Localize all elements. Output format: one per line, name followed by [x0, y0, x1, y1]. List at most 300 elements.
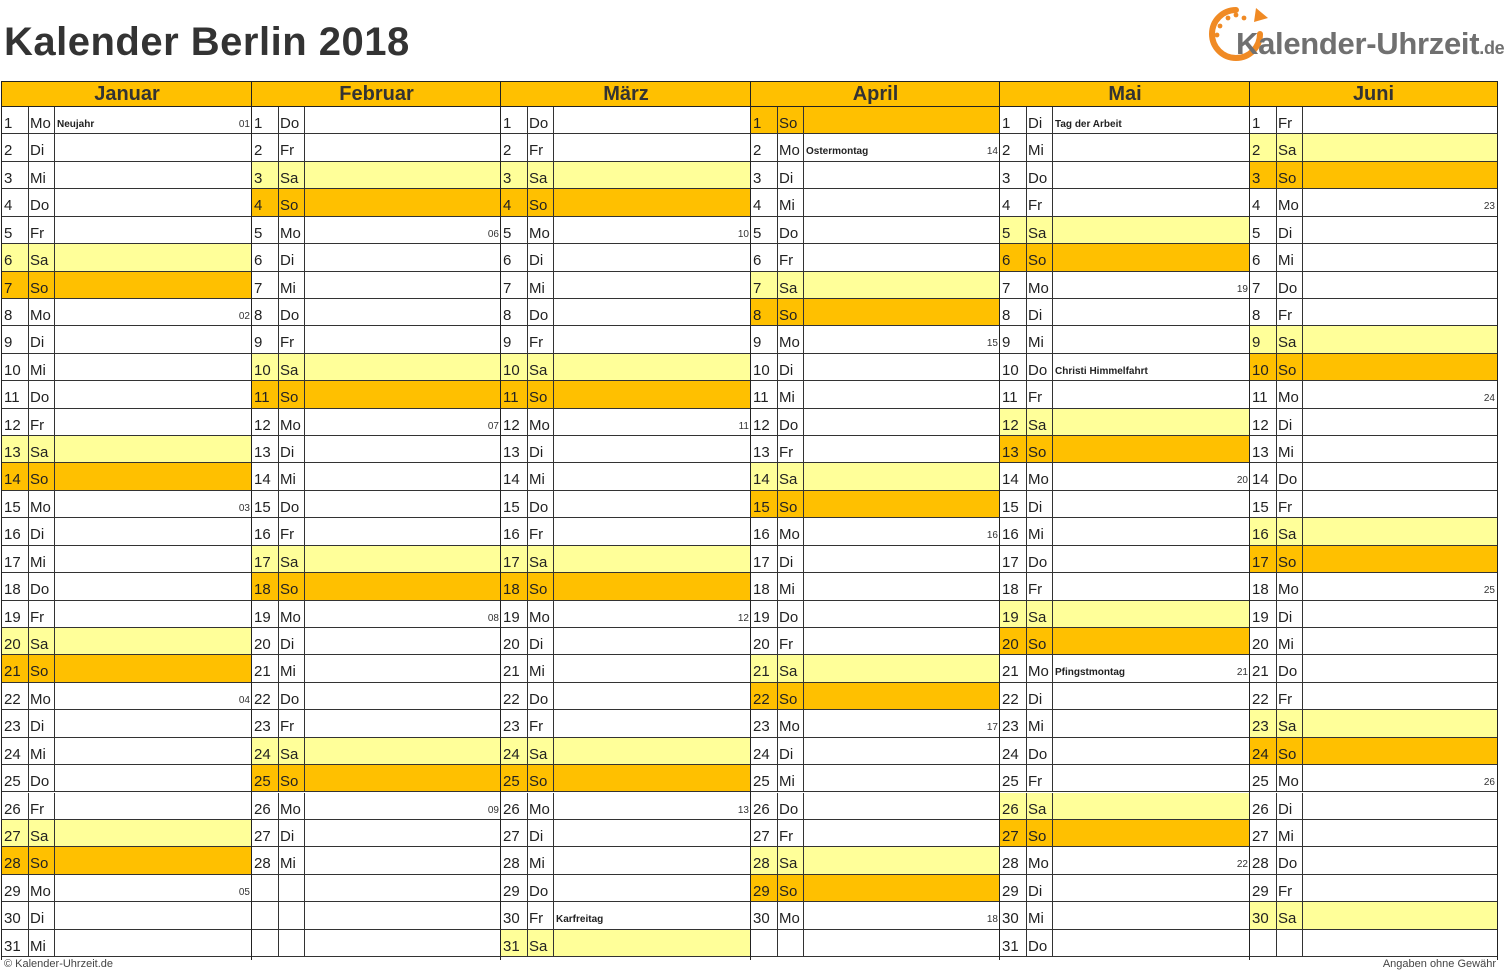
day-number: 8	[503, 306, 512, 324]
day-number: 20	[254, 635, 271, 653]
day-row	[751, 491, 1000, 518]
week-number: 19	[1236, 283, 1248, 295]
day-row	[751, 409, 1000, 436]
weekday-label: So	[1028, 444, 1047, 462]
day-row	[501, 628, 751, 655]
day-row	[252, 134, 501, 161]
weekday-label: Mi	[30, 553, 46, 571]
day-number: 15	[1252, 498, 1269, 516]
weekday-label: So	[1278, 553, 1297, 571]
day-number: 28	[1252, 855, 1269, 873]
day-number: 3	[4, 169, 13, 187]
day-row	[501, 217, 751, 244]
weekday-label: Mi	[1028, 334, 1044, 352]
weekday-label: Di	[280, 635, 295, 653]
weekday-label: Fr	[1028, 197, 1043, 215]
holiday-label: Tag der Arbeit	[1055, 119, 1122, 130]
day-row	[501, 272, 751, 299]
day-row	[751, 134, 1000, 161]
day-row	[501, 354, 751, 381]
day-number: 22	[1002, 690, 1019, 708]
day-row	[1000, 217, 1250, 244]
day-row	[2, 601, 252, 628]
day-number: 11	[254, 389, 270, 407]
day-row	[2, 628, 252, 655]
day-number: 28	[503, 855, 520, 873]
day-number: 24	[503, 745, 520, 763]
month-header: März	[501, 81, 751, 107]
weekday-label: Fr	[1278, 498, 1293, 516]
day-row	[501, 244, 751, 271]
day-row	[1000, 381, 1250, 408]
weekday-label: Mi	[1028, 718, 1044, 736]
week-number: 20	[1236, 475, 1248, 487]
day-number: 7	[254, 279, 263, 297]
day-number: 10	[254, 361, 271, 379]
weekday-label: Mo	[280, 608, 301, 626]
weekday-label: So	[280, 389, 299, 407]
day-number: 2	[1252, 142, 1261, 160]
weekday-label: Do	[529, 115, 549, 132]
day-row	[501, 738, 751, 765]
day-number: 31	[1002, 937, 1019, 955]
day-row	[751, 244, 1000, 271]
weekday-label: Di	[30, 910, 45, 928]
day-number: 10	[1002, 361, 1019, 379]
weekday-label: Mi	[529, 663, 545, 681]
month-column	[251, 81, 501, 960]
day-number: 30	[503, 910, 520, 928]
weekday-label: Do	[779, 800, 799, 818]
weekday-label: Di	[529, 252, 544, 270]
day-number: 29	[4, 882, 21, 900]
day-number: 12	[4, 416, 21, 434]
day-row	[252, 217, 501, 244]
day-row	[751, 738, 1000, 765]
day-number: 7	[1252, 279, 1261, 297]
week-number: 03	[238, 502, 250, 514]
day-number: 4	[1002, 197, 1011, 215]
weekday-label: Sa	[30, 635, 49, 653]
weekday-label: Sa	[280, 169, 299, 187]
weekday-label: Fr	[1028, 581, 1043, 599]
week-number: 17	[986, 722, 998, 734]
weekday-label: So	[779, 306, 798, 324]
weekday-label: Sa	[529, 361, 548, 379]
weekday-label: Di	[1278, 800, 1293, 818]
day-row	[501, 683, 751, 710]
week-number: 18	[986, 914, 998, 926]
day-number: 5	[254, 224, 263, 242]
weekday-label: Mo	[1278, 773, 1299, 791]
day-row	[252, 793, 501, 820]
day-number: 1	[503, 115, 512, 132]
day-row	[2, 573, 252, 600]
day-row	[751, 381, 1000, 408]
week-number: 22	[1236, 859, 1248, 871]
day-row	[2, 902, 252, 929]
weekday-label: Fr	[280, 526, 295, 544]
day-number: 20	[753, 635, 770, 653]
weekday-label: Mo	[779, 910, 800, 928]
day-number: 25	[753, 773, 770, 791]
day-row	[2, 847, 252, 874]
day-row	[501, 793, 751, 820]
weekday-label: Mo	[280, 800, 301, 818]
empty-row	[252, 875, 501, 902]
weekday-label: Di	[1028, 690, 1043, 708]
weekday-label: Do	[779, 416, 799, 434]
day-number: 15	[753, 498, 770, 516]
weekday-label: Mo	[1028, 663, 1049, 681]
day-number: 23	[503, 718, 520, 736]
day-number: 1	[4, 115, 13, 132]
weekday-label: Di	[529, 444, 544, 462]
calendar-grid	[1, 81, 1498, 960]
day-row	[1250, 793, 1497, 820]
day-row	[1000, 134, 1250, 161]
day-row	[501, 930, 751, 957]
day-number: 27	[1252, 827, 1269, 845]
day-number: 31	[4, 937, 21, 955]
weekday-label: So	[779, 115, 798, 132]
day-number: 13	[1002, 444, 1019, 462]
weekday-label: Do	[1028, 937, 1048, 955]
weekday-label: Do	[1028, 553, 1048, 571]
day-number: 22	[503, 690, 520, 708]
day-row	[1000, 628, 1250, 655]
day-row	[751, 326, 1000, 353]
day-row	[2, 326, 252, 353]
day-number: 21	[1002, 663, 1019, 681]
weekday-label: Do	[280, 115, 300, 132]
day-row	[1000, 930, 1250, 957]
logo[interactable]	[1206, 4, 1504, 66]
weekday-label: Mo	[30, 306, 51, 324]
day-number: 28	[254, 855, 271, 873]
day-row	[501, 902, 751, 929]
weekday-label: So	[30, 279, 49, 297]
day-row	[252, 381, 501, 408]
day-number: 22	[4, 690, 21, 708]
month-header: Mai	[1000, 81, 1250, 107]
day-row	[751, 299, 1000, 326]
day-number: 4	[503, 197, 512, 215]
weekday-label: Di	[1278, 608, 1293, 626]
day-row	[252, 847, 501, 874]
weekday-label: Mi	[529, 471, 545, 489]
weekday-label: So	[1278, 745, 1297, 763]
day-number: 2	[753, 142, 762, 160]
day-row	[2, 162, 252, 189]
weekday-label: Fr	[529, 334, 544, 352]
day-row	[2, 299, 252, 326]
month-header: Juni	[1250, 81, 1497, 107]
day-row	[501, 710, 751, 737]
day-number: 18	[1252, 581, 1269, 599]
day-row	[1250, 409, 1497, 436]
weekday-label: Mo	[30, 498, 51, 516]
weekday-label: Sa	[280, 553, 299, 571]
week-number: 14	[986, 146, 998, 158]
weekday-label: Mi	[779, 197, 795, 215]
day-number: 13	[4, 444, 21, 462]
day-number: 10	[1252, 361, 1269, 379]
weekday-label: Sa	[1278, 718, 1297, 736]
weekday-label: Mo	[529, 608, 550, 626]
day-row	[1000, 765, 1250, 792]
day-row	[1250, 820, 1497, 847]
day-number: 15	[503, 498, 520, 516]
day-row	[1250, 518, 1497, 545]
weekday-label: Fr	[1278, 882, 1293, 900]
day-number: 18	[254, 581, 271, 599]
day-row	[1250, 601, 1497, 628]
day-row	[751, 272, 1000, 299]
day-number: 19	[4, 608, 21, 626]
day-number: 27	[254, 827, 271, 845]
day-number: 27	[503, 827, 520, 845]
weekday-label: Mo	[30, 882, 51, 900]
day-number: 1	[753, 115, 762, 132]
weekday-label: Fr	[779, 827, 794, 845]
day-row	[2, 655, 252, 682]
day-row	[1250, 463, 1497, 490]
weekday-label: Di	[1278, 416, 1293, 434]
day-number: 20	[503, 635, 520, 653]
weekday-label: Fr	[1028, 773, 1043, 791]
day-number: 14	[254, 471, 271, 489]
day-number: 19	[1002, 608, 1019, 626]
day-row	[1000, 847, 1250, 874]
day-row	[501, 326, 751, 353]
day-row	[2, 244, 252, 271]
day-number: 6	[254, 252, 263, 270]
day-row	[1000, 436, 1250, 463]
day-row	[252, 601, 501, 628]
day-number: 19	[254, 608, 271, 626]
day-number: 29	[753, 882, 770, 900]
day-row	[252, 655, 501, 682]
day-number: 11	[753, 389, 769, 407]
day-number: 21	[503, 663, 520, 681]
day-row	[2, 546, 252, 573]
day-number: 22	[753, 690, 770, 708]
day-row	[2, 683, 252, 710]
day-number: 17	[1002, 553, 1019, 571]
day-row	[501, 189, 751, 216]
week-number: 09	[487, 804, 499, 816]
day-row	[751, 820, 1000, 847]
weekday-label: So	[529, 197, 548, 215]
day-row	[2, 354, 252, 381]
day-number: 14	[1252, 471, 1269, 489]
day-number: 17	[503, 553, 520, 571]
weekday-label: Fr	[280, 718, 295, 736]
day-number: 8	[753, 306, 762, 324]
day-number: 8	[1252, 306, 1261, 324]
day-number: 15	[4, 498, 21, 516]
weekday-label: So	[280, 581, 299, 599]
weekday-label: Fr	[529, 718, 544, 736]
day-number: 3	[1252, 169, 1261, 187]
day-row	[252, 463, 501, 490]
weekday-label: Fr	[779, 252, 794, 270]
day-number: 3	[254, 169, 263, 187]
day-row	[1000, 655, 1250, 682]
day-number: 12	[254, 416, 271, 434]
weekday-label: Di	[529, 635, 544, 653]
weekday-label: Fr	[280, 142, 295, 160]
day-row	[501, 134, 751, 161]
weekday-label: Do	[30, 197, 50, 215]
day-row	[2, 272, 252, 299]
day-number: 4	[254, 197, 263, 215]
day-row	[2, 436, 252, 463]
weekday-label: Mi	[1028, 142, 1044, 160]
day-row	[751, 601, 1000, 628]
empty-row	[252, 902, 501, 929]
month-column	[1249, 81, 1498, 960]
footer-disclaimer: Angaben ohne Gewähr	[1382, 958, 1496, 970]
day-number: 27	[1002, 827, 1019, 845]
weekday-label: So	[1278, 169, 1297, 187]
day-number: 6	[4, 252, 13, 270]
day-number: 18	[4, 581, 21, 599]
day-row	[2, 738, 252, 765]
day-row	[1250, 628, 1497, 655]
day-row	[252, 354, 501, 381]
weekday-label: Di	[1278, 224, 1293, 242]
weekday-label: So	[30, 663, 49, 681]
day-row	[252, 409, 501, 436]
day-number: 26	[4, 800, 21, 818]
day-number: 24	[753, 745, 770, 763]
day-row	[501, 463, 751, 490]
weekday-label: Di	[1028, 882, 1043, 900]
weekday-label: Mi	[779, 389, 795, 407]
week-number: 13	[737, 804, 749, 816]
weekday-label: Sa	[779, 471, 798, 489]
day-number: 2	[503, 142, 512, 160]
day-number: 16	[753, 526, 770, 544]
day-row	[1000, 710, 1250, 737]
day-row	[2, 217, 252, 244]
day-row	[1000, 738, 1250, 765]
weekday-label: Di	[529, 827, 544, 845]
day-number: 14	[753, 471, 770, 489]
day-row	[751, 546, 1000, 573]
weekday-label: Mo	[1028, 279, 1049, 297]
day-row	[1000, 518, 1250, 545]
day-number: 16	[503, 526, 520, 544]
week-number: 26	[1483, 777, 1495, 789]
weekday-label: Sa	[1278, 142, 1297, 160]
day-row	[1250, 189, 1497, 216]
day-row	[2, 107, 252, 134]
weekday-label: Mi	[1278, 252, 1294, 270]
weekday-label: Mi	[30, 937, 46, 955]
day-number: 6	[1002, 252, 1011, 270]
day-row	[1250, 765, 1497, 792]
day-row	[252, 272, 501, 299]
day-row	[501, 765, 751, 792]
day-row	[1250, 655, 1497, 682]
weekday-label: So	[1028, 252, 1047, 270]
weekday-label: Fr	[30, 416, 45, 434]
empty-row	[751, 930, 1000, 957]
weekday-label: Fr	[1028, 389, 1043, 407]
weekday-label: Mi	[280, 855, 296, 873]
day-number: 12	[753, 416, 770, 434]
day-number: 11	[1002, 389, 1018, 407]
empty-row	[252, 930, 501, 957]
day-row	[1250, 710, 1497, 737]
day-number: 21	[1252, 663, 1269, 681]
day-number: 5	[753, 224, 762, 242]
weekday-label: Mi	[779, 773, 795, 791]
weekday-label: Do	[529, 306, 549, 324]
day-row	[1250, 134, 1497, 161]
weekday-label: Do	[1278, 471, 1298, 489]
day-number: 22	[254, 690, 271, 708]
day-number: 14	[503, 471, 520, 489]
weekday-label: Sa	[1028, 224, 1047, 242]
weekday-label: Do	[1028, 745, 1048, 763]
day-row	[252, 326, 501, 353]
day-number: 24	[4, 745, 21, 763]
day-row	[751, 902, 1000, 929]
weekday-label: Mi	[529, 279, 545, 297]
day-number: 23	[753, 718, 770, 736]
day-row	[501, 299, 751, 326]
day-row	[1000, 820, 1250, 847]
day-number: 6	[1252, 252, 1261, 270]
day-number: 3	[503, 169, 512, 187]
weekday-label: Mo	[1028, 471, 1049, 489]
day-row	[252, 107, 501, 134]
weekday-label: Sa	[30, 827, 49, 845]
day-number: 16	[1002, 526, 1019, 544]
day-row	[1250, 847, 1497, 874]
day-number: 26	[1002, 800, 1019, 818]
day-number: 13	[753, 444, 770, 462]
day-row	[1000, 683, 1250, 710]
weekday-label: Do	[1028, 169, 1048, 187]
weekday-label: So	[779, 882, 798, 900]
day-row	[1250, 546, 1497, 573]
day-row	[501, 820, 751, 847]
weekday-label: Do	[1028, 361, 1048, 379]
day-number: 13	[1252, 444, 1269, 462]
day-number: 15	[1002, 498, 1019, 516]
weekday-label: So	[280, 773, 299, 791]
day-row	[1000, 299, 1250, 326]
day-number: 4	[753, 197, 762, 215]
weekday-label: Sa	[779, 855, 798, 873]
day-row	[252, 162, 501, 189]
week-number: 15	[986, 338, 998, 350]
day-number: 30	[753, 910, 770, 928]
day-row	[1250, 272, 1497, 299]
weekday-label: Mo	[1028, 855, 1049, 873]
weekday-label: Do	[529, 690, 549, 708]
day-row	[1000, 107, 1250, 134]
day-number: 11	[1252, 389, 1268, 407]
day-number: 22	[1252, 690, 1269, 708]
day-row	[2, 710, 252, 737]
day-row	[252, 820, 501, 847]
